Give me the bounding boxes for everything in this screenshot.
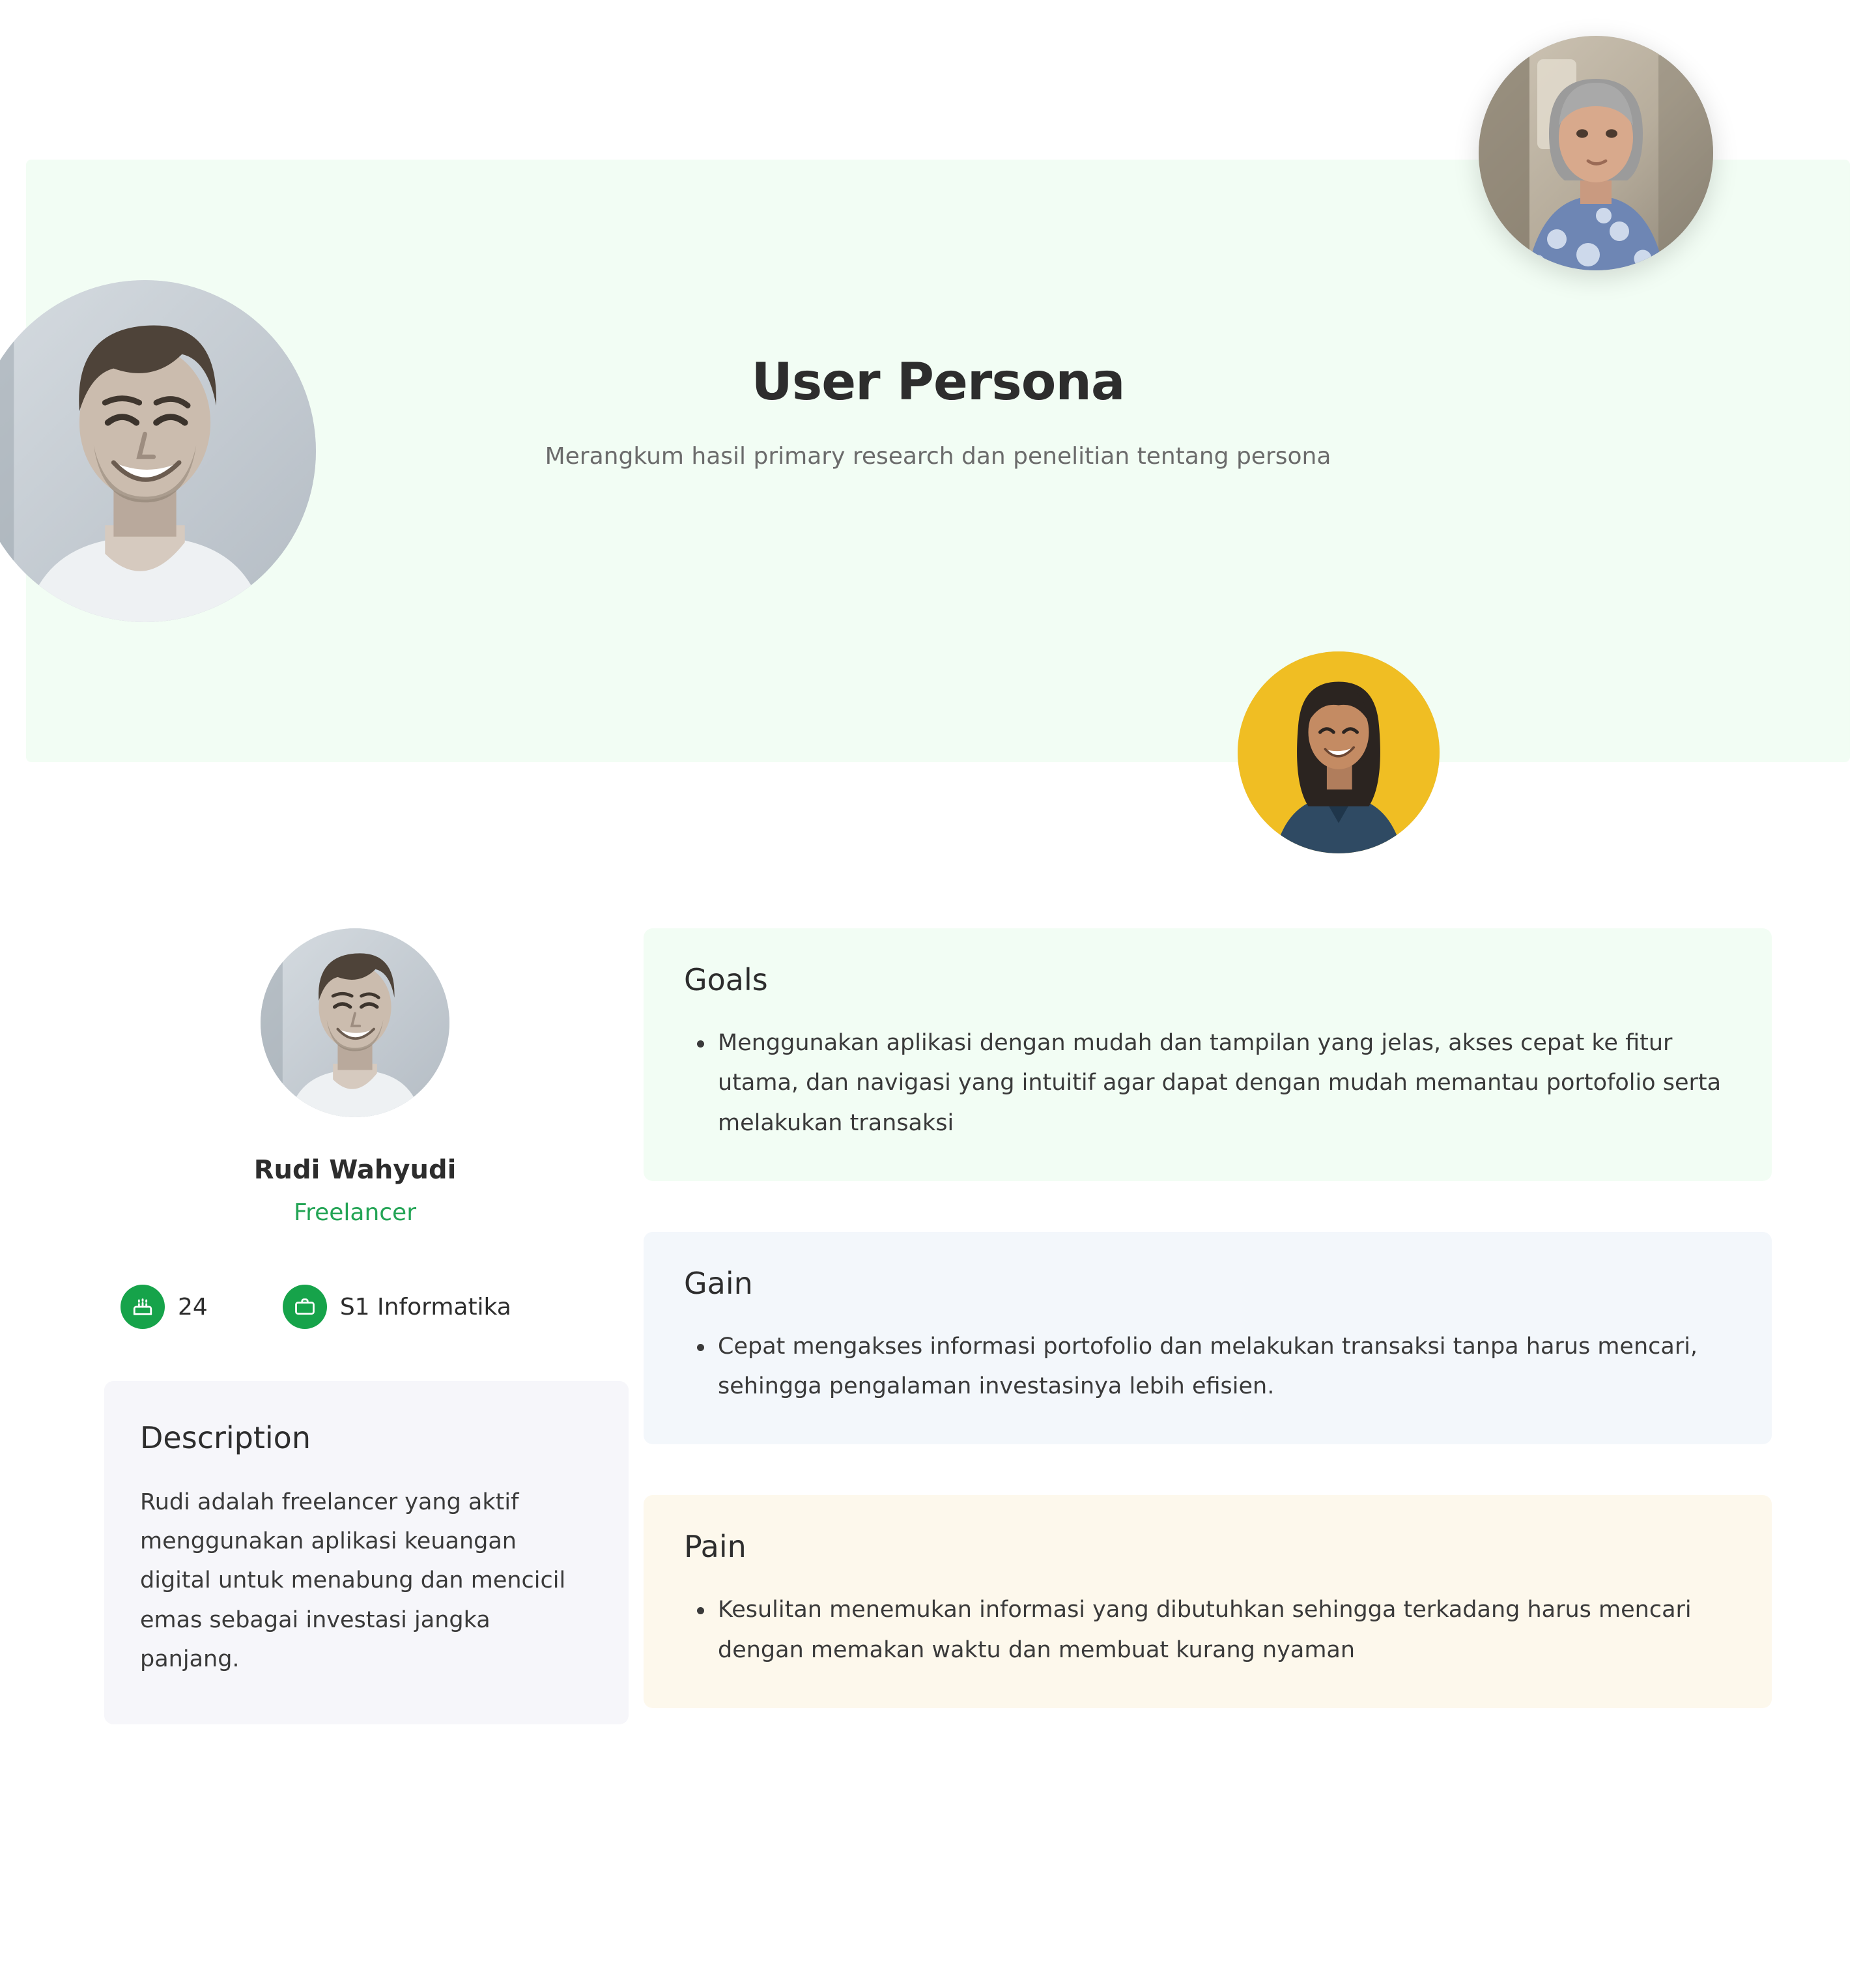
goals-title: Goals [684, 962, 768, 997]
page-subtitle: Merangkum hasil primary research dan penelitian tentang persona [545, 442, 1331, 470]
pain-card [644, 1495, 1772, 1708]
persona-name: Rudi Wahyudi [253, 1155, 457, 1185]
description-card [104, 1381, 629, 1724]
description-title: Description [140, 1420, 311, 1455]
pain-title: Pain [684, 1529, 746, 1565]
gain-list [684, 1327, 1731, 1407]
avatar-young-woman-image [1238, 651, 1440, 853]
goals-list [684, 1023, 1731, 1143]
persona-education-value: S1 Informatika [339, 1293, 511, 1320]
avatar-elder-woman [1479, 36, 1713, 270]
description-body: Rudi adalah freelancer yang aktif menggunakan aplikasi keuangan digital untuk menabung dan mencicil emas sebagai investasi jangka panjang. [140, 1489, 566, 1672]
page-title: User Persona [751, 353, 1125, 412]
avatar-young-woman [1238, 651, 1440, 853]
goals-card [644, 928, 1772, 1181]
persona-education-item [283, 1285, 511, 1329]
pain-list [684, 1590, 1731, 1670]
hero-text-block [26, 355, 1850, 473]
gain-title: Gain [684, 1265, 753, 1301]
persona-section [0, 928, 1876, 1724]
cake-icon [121, 1285, 165, 1329]
persona-age-item [121, 1285, 208, 1329]
persona-left-column [104, 928, 625, 1724]
persona-avatar-image [261, 928, 449, 1117]
list-item: Menggunakan aplikasi dengan mudah dan tampilan yang jelas, akses cepat ke fitur utama, dan navigasi yang intuitif agar dapat dengan mudah memantau portofolio serta melakukan transaksi [684, 1023, 1731, 1143]
gain-card [644, 1232, 1772, 1445]
briefcase-icon [283, 1285, 327, 1329]
persona-meta-row [104, 1285, 606, 1329]
list-item: Kesulitan menemukan informasi yang dibutuhkan sehingga terkadang harus mencari dengan memakan waktu dan membuat kurang nyaman [684, 1590, 1731, 1670]
persona-avatar [261, 928, 449, 1117]
persona-role: Freelancer [293, 1199, 416, 1226]
persona-right-column [625, 928, 1772, 1708]
hero-section [26, 160, 1850, 762]
persona-age-value: 24 [178, 1293, 208, 1320]
persona-photo-wrapper [104, 928, 606, 1117]
avatar-elder-woman-image [1479, 36, 1713, 270]
list-item: Cepat mengakses informasi portofolio dan melakukan transaksi tanpa harus mencari, sehingga pengalaman investasinya lebih efisien. [684, 1327, 1731, 1407]
